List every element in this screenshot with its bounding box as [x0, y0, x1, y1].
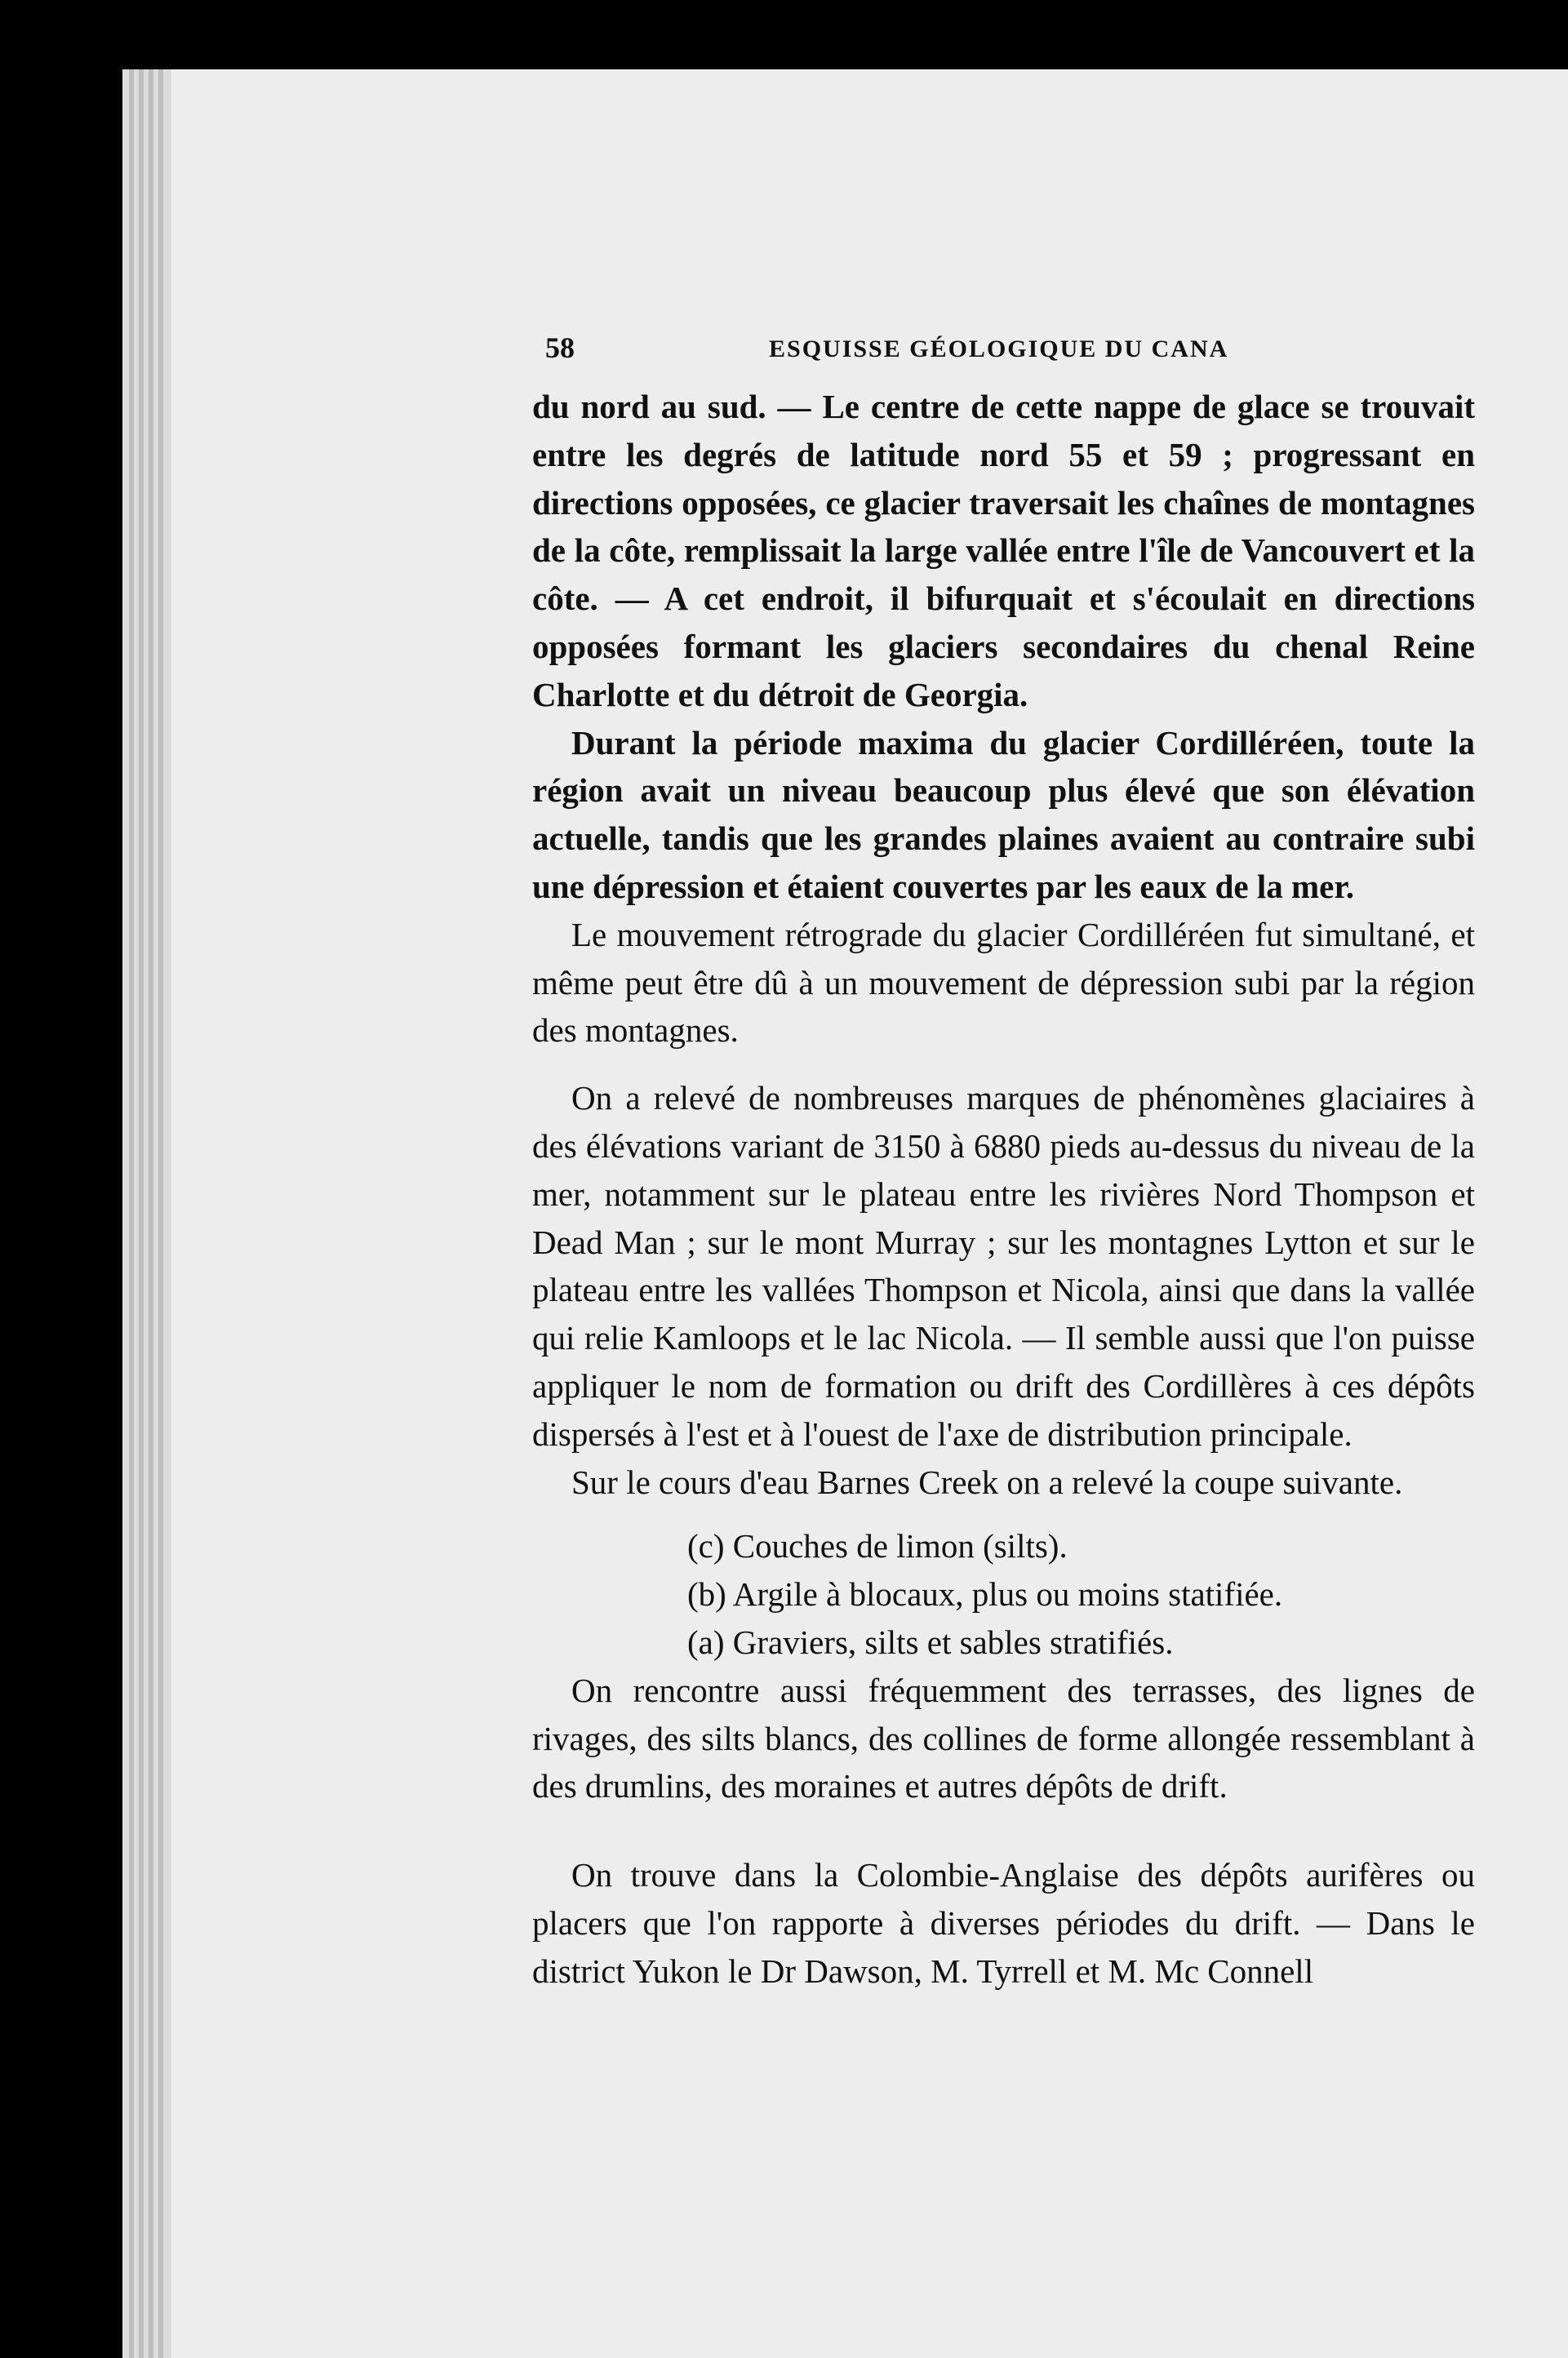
paragraph: Sur le cours d'eau Barnes Creek on a relevé la coupe suivante. [571, 1463, 1403, 1501]
page-text [532, 331, 1475, 1996]
paragraph: On trouve dans la Colombie-Anglaise des dépôts aurifères ou placers que l'on rapporte à diverses périodes du drift. — Dans le district Yukon le Dr Dawson, M. Tyrrell et M. Mc Connell [532, 1856, 1475, 1990]
paragraph: On rencontre aussi fréquemment des terrasses, des lignes de rivages, des silts blancs, des collines de forme allongée ressemblant à des drumlins, des moraines et autres dépôts de drift. [532, 1671, 1475, 1805]
page-edge [139, 69, 144, 2358]
page-edge [129, 69, 134, 2358]
page-edge [149, 69, 153, 2358]
paragraph: Le mouvement rétrograde du glacier Cordilléréen fut simultané, et même peut être dû à un mouvement de dépression subi par la région des montagnes. [532, 915, 1475, 1050]
list-item: (c) Couches de limon (silts). [687, 1527, 1068, 1565]
paragraph: Durant la période maxima du glacier Cordilléréen, toute la région avait un niveau beaucoup plus élevé que son élévation actuelle, tandis que les grandes plaines avaient au contraire subi une dépression et étaient couvertes par les eaux de la mer. [532, 723, 1475, 905]
page-number: 58 [545, 331, 575, 364]
page-header [532, 331, 1475, 383]
running-title: ESQUISSE GÉOLOGIQUE DU CANA [769, 335, 1229, 362]
section-list [532, 1522, 1475, 1666]
paragraph: du nord au sud. — Le centre de cette nappe de glace se trouvait entre les degrés de latitude nord 55 et 59 ; progressant en directions opposées, ce glacier traversait les chaînes de montagnes de la côte, remplissait la large vallée entre l'île de Vancouvert et la côte. — A cet endroit, il bifurquait et s'écoulait en directions opposées formant les glaciers secondaires du chenal Reine Charlotte et du détroit de Georgia. [532, 388, 1475, 713]
list-item: (a) Graviers, silts et sables stratifiés. [687, 1623, 1174, 1661]
paragraph: On a relevé de nombreuses marques de phénomènes glaciaires à des élévations variant de 3150 à 6880 pieds au-dessus du niveau de la mer, notamment sur le plateau entre les rivières Nord Thompson et Dead Man ; sur le mont Murray ; sur les montagnes Lytton et sur le plateau entre les vallées Thompson et Nicola, ainsi que dans la vallée qui relie Kamloops et le lac Nicola. — Il semble aussi que l'on puisse appliquer le nom de formation ou drift des Cordillères à ces dépôts dispersés à l'est et à l'ouest de l'axe de distribution principale. [532, 1079, 1475, 1453]
list-item: (b) Argile à blocaux, plus ou moins statifiée. [687, 1575, 1283, 1614]
page-edge [158, 69, 163, 2358]
